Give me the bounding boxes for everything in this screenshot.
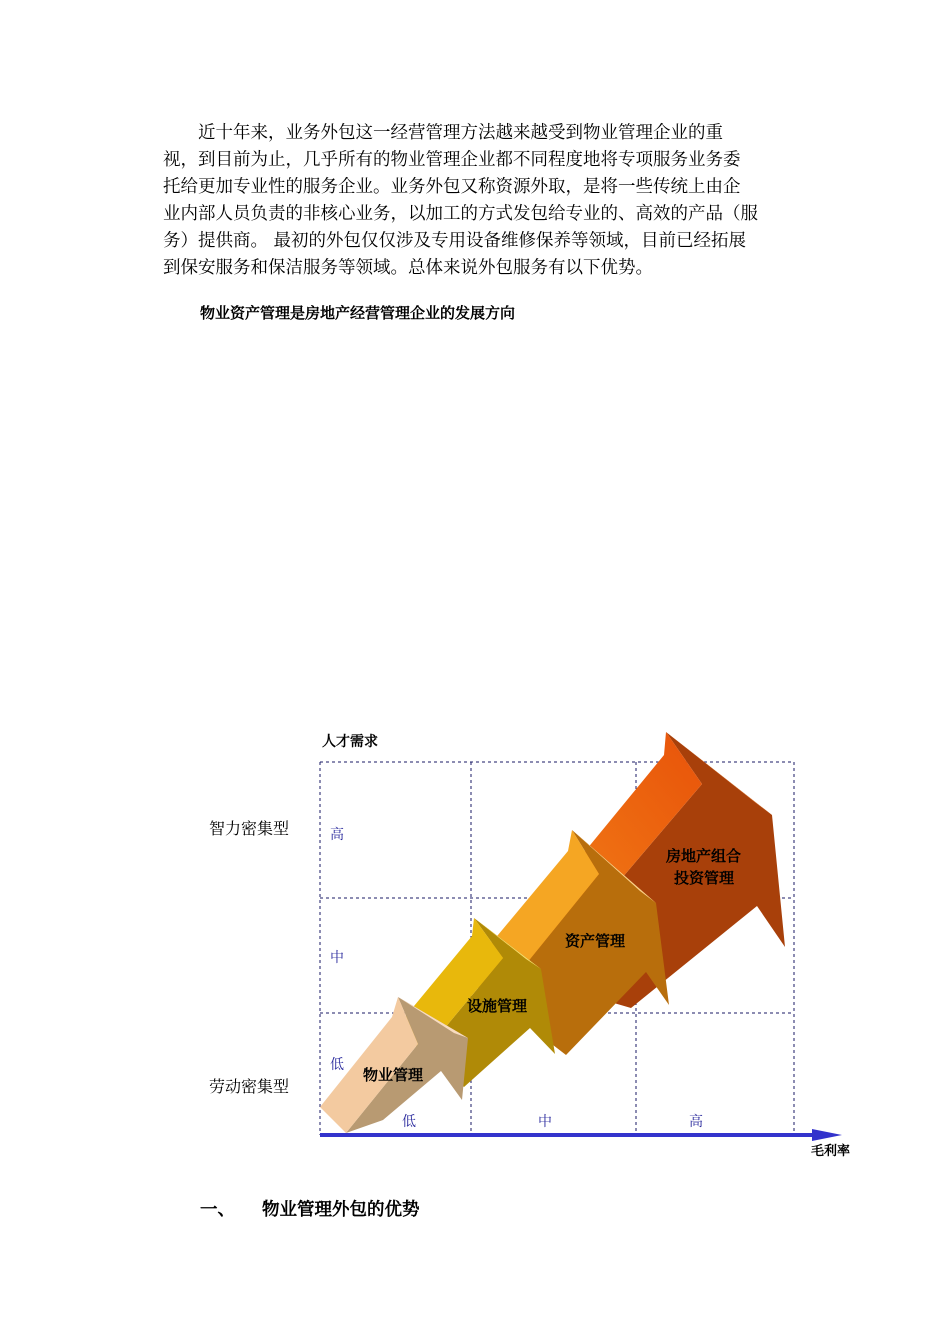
left-label-top: 智力密集型 bbox=[209, 819, 290, 838]
x-level-low: 低 bbox=[402, 1114, 416, 1130]
x-level-high: 高 bbox=[689, 1114, 703, 1130]
paragraph-line: 托给更加专业性的服务企业。业务外包又称资源外取，是将一些传统上由企 bbox=[163, 177, 741, 197]
section-heading bbox=[200, 1196, 420, 1221]
arrow-label-portfolio-2: 投资管理 bbox=[674, 869, 735, 887]
section-title: 物业管理外包的优势 bbox=[262, 1200, 420, 1220]
paragraph-line: 务）提供商。 最初的外包仅仅涉及专用设备维修保养等领域，目前已经拓展 bbox=[163, 231, 747, 251]
arrow-label-property: 物业管理 bbox=[363, 1066, 424, 1084]
arrow-label-asset: 资产管理 bbox=[565, 932, 626, 950]
paragraph-line: 到保安服务和保洁服务等领域。总体来说外包服务有以下优势。 bbox=[163, 258, 653, 278]
y-level-low: 低 bbox=[330, 1057, 344, 1073]
section-number: 一、 bbox=[200, 1200, 235, 1220]
diagram-subtitle: 物业资产管理是房地产经营管理企业的发展方向 bbox=[200, 304, 516, 322]
paragraph-line: 视，到目前为止，几乎所有的物业管理企业都不同程度地将专项服务业务委 bbox=[163, 150, 741, 170]
paragraph-line: 业内部人员负责的非核心业务，以加工的方式发包给专业的、高效的产品（服 bbox=[163, 204, 758, 224]
arrow-label-facility: 设施管理 bbox=[467, 997, 528, 1015]
x-level-mid: 中 bbox=[538, 1114, 552, 1130]
left-label-bottom: 劳动密集型 bbox=[209, 1077, 290, 1096]
diagram-svg bbox=[180, 715, 880, 1175]
y-level-mid: 中 bbox=[330, 950, 344, 966]
y-level-high: 高 bbox=[330, 827, 344, 843]
y-axis-title: 人才需求 bbox=[322, 734, 378, 750]
x-axis bbox=[320, 1129, 842, 1141]
development-diagram bbox=[180, 715, 880, 1175]
arrow-label-portfolio-1: 房地产组合 bbox=[666, 847, 742, 865]
paragraph-line: 近十年来，业务外包这一经营管理方法越来越受到物业管理企业的重 bbox=[163, 123, 723, 143]
intro-paragraph bbox=[163, 120, 793, 282]
x-axis-title: 毛利率 bbox=[811, 1144, 851, 1159]
